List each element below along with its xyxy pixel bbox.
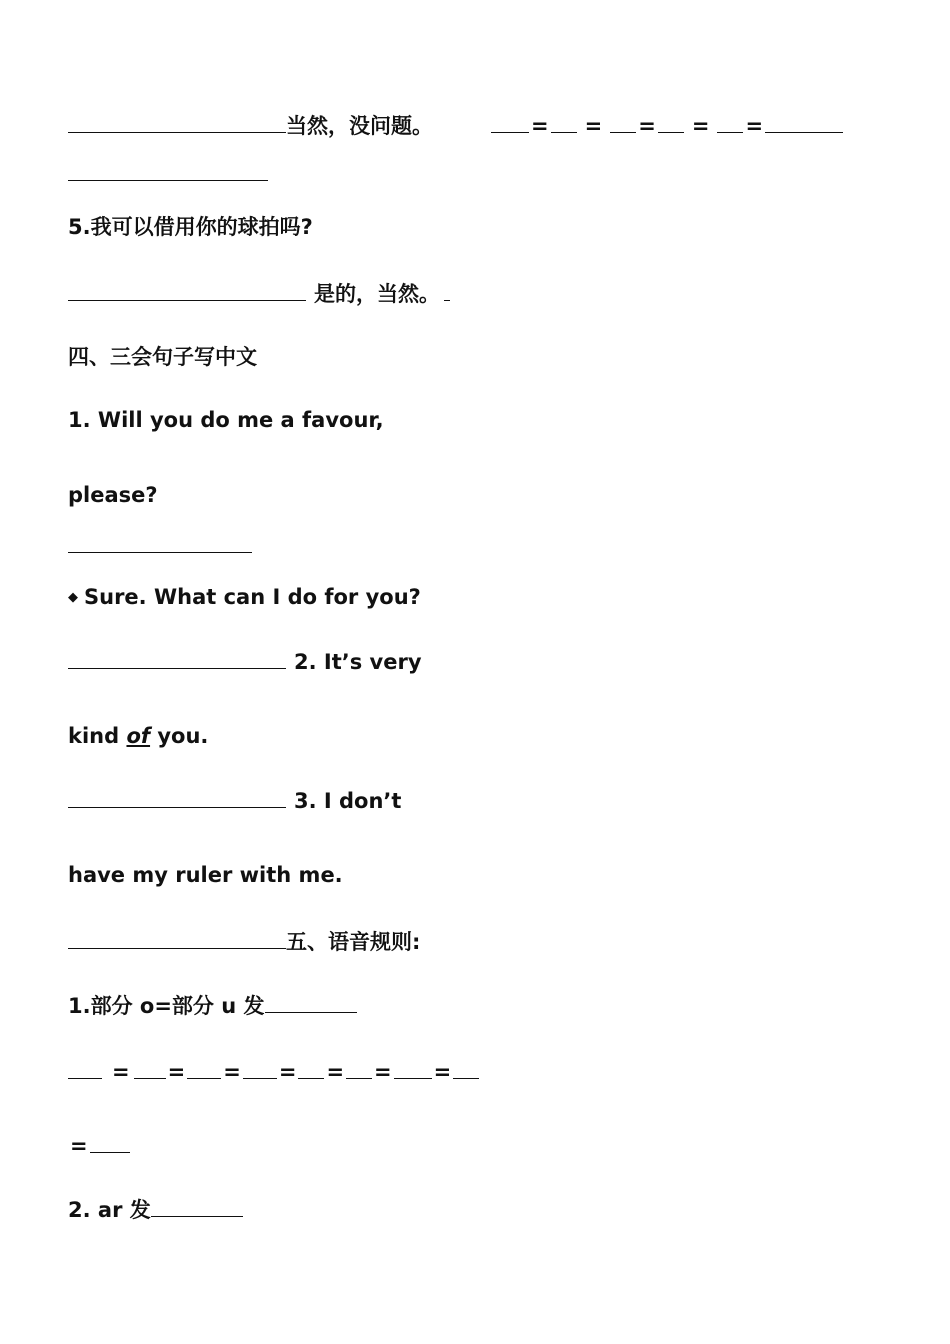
sentence-text: 2. It’s very (294, 650, 422, 674)
blank[interactable] (717, 112, 743, 133)
equals-sign: = (223, 1060, 241, 1084)
answer-blank[interactable] (68, 532, 252, 553)
answer-blank[interactable] (68, 787, 286, 808)
blank[interactable] (68, 1058, 102, 1079)
blank[interactable] (551, 112, 577, 133)
blank-line (68, 532, 252, 559)
sentence-2-a (68, 648, 422, 675)
blank[interactable] (453, 1058, 479, 1079)
answer-blank[interactable] (68, 928, 286, 949)
answer-line-5 (68, 280, 450, 307)
sentence-sure (68, 584, 421, 611)
equals-sign: = (112, 1060, 130, 1084)
rule-1-blanks (68, 1058, 479, 1085)
rule-1-blanks-cont (68, 1132, 130, 1159)
equals-sign: = (584, 114, 603, 138)
answer-text: 当然，没问题。 (286, 114, 433, 138)
equals-sign: = (374, 1060, 392, 1084)
equals-sign: = (691, 114, 710, 138)
sentence-2-b (68, 723, 208, 749)
answer-blank[interactable] (265, 992, 357, 1013)
blank[interactable] (491, 112, 529, 133)
section-title-5: 五、语音规则: (286, 930, 421, 954)
answer-blank[interactable] (68, 160, 268, 181)
blank[interactable] (134, 1058, 166, 1079)
blank-line (68, 160, 268, 187)
equals-sign: = (745, 114, 764, 138)
blank[interactable] (346, 1058, 372, 1079)
sentence-text: kind (68, 724, 127, 748)
answer-blank[interactable] (68, 280, 306, 301)
equals-sign: = (167, 1060, 186, 1084)
sentence-1-a: 1. Will you do me a favour, (68, 408, 384, 432)
diamond-bullet-icon: ◆ (68, 590, 78, 605)
answer-line-1 (68, 112, 843, 139)
sentence-text: 3. I don’t (294, 789, 402, 813)
rule-text: 2. ar 发 (68, 1198, 151, 1222)
blank[interactable] (658, 112, 684, 133)
equals-sign: = (70, 1134, 88, 1158)
answer-blank[interactable] (68, 648, 286, 669)
sentence-3-b: have my ruler with me. (68, 863, 343, 887)
blank[interactable] (90, 1132, 130, 1153)
equals-sign: = (638, 114, 656, 138)
blank[interactable] (610, 112, 636, 133)
rule-1 (68, 992, 357, 1019)
blank[interactable] (444, 280, 450, 301)
sentence-text: Sure. What can I do for you? (84, 585, 421, 609)
blank[interactable] (765, 112, 843, 133)
sentence-3-a (68, 787, 401, 814)
sentence-text: you. (150, 724, 209, 748)
answer-blank[interactable] (151, 1196, 243, 1217)
equals-sign: = (326, 1060, 345, 1084)
blank[interactable] (394, 1058, 432, 1079)
equals-sign: = (278, 1060, 297, 1084)
section-title-5-line (68, 928, 420, 955)
equals-sign: = (433, 1060, 452, 1084)
sentence-1-b: please? (68, 483, 158, 507)
rule-2 (68, 1196, 243, 1223)
blank[interactable] (187, 1058, 221, 1079)
rule-text: 1.部分 o=部分 u 发 (68, 994, 265, 1018)
answer-text: 是的，当然。 (314, 282, 440, 306)
blank[interactable] (243, 1058, 277, 1079)
blank[interactable] (298, 1058, 324, 1079)
sentence-word-of: of (126, 724, 151, 748)
answer-blank[interactable] (68, 112, 286, 133)
question-5: 5.我可以借用你的球拍吗? (68, 215, 313, 239)
equals-sign: = (531, 114, 549, 138)
section-title-4: 四、三会句子写中文 (68, 345, 257, 369)
